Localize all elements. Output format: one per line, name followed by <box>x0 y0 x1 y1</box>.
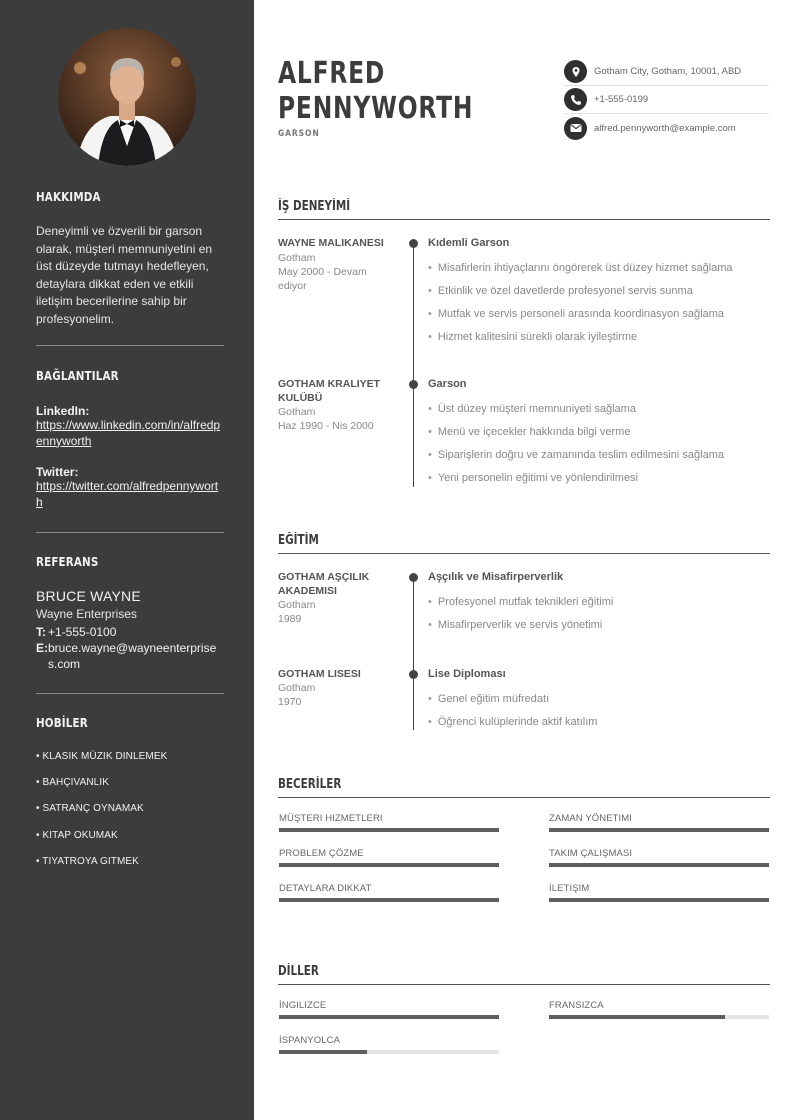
language-bar-fill <box>279 1050 367 1054</box>
section-rule <box>278 219 770 220</box>
experience-bullet: • Misafirlerin ihtiyaçlarını öngörerek üst düzey hizmet sağlama <box>428 262 733 274</box>
language-bar <box>279 1050 499 1054</box>
links-title: BAĞLANTILAR <box>36 369 119 383</box>
reference-title: REFERANS <box>36 555 99 569</box>
linkedin-label: LinkedIn: <box>36 404 90 418</box>
contact-email <box>564 114 769 142</box>
divider <box>36 532 224 533</box>
education-bullet: • Profesyonel mutfak teknikleri eğitimi <box>428 596 613 608</box>
skill-bar-fill <box>549 898 769 902</box>
skill-bar <box>279 898 499 902</box>
education-dates: 1970 <box>278 696 302 708</box>
name-first: ALFRED <box>278 56 386 91</box>
twitter-label: Twitter: <box>36 465 79 479</box>
job-title: GARSON <box>278 129 320 139</box>
skill-label: ZAMAN YÖNETIMI <box>549 813 633 824</box>
name-last: PENNYWORTH <box>278 91 474 126</box>
timeline-line <box>413 243 414 487</box>
language-bar <box>549 1015 769 1019</box>
divider <box>36 345 224 346</box>
hobby-item: • KITAP OKUMAK <box>36 830 118 841</box>
skill-bar-fill <box>279 898 499 902</box>
section-rule <box>278 553 770 554</box>
skill-label: TAKIM ÇALIŞMASI <box>549 848 633 859</box>
reference-phone <box>36 625 226 641</box>
language-label: FRANSIZCA <box>549 1000 604 1011</box>
experience-org: WAYNE MALIKANESI <box>278 237 384 249</box>
language-bar-fill <box>279 1015 499 1019</box>
experience-location: Gotham <box>278 406 316 418</box>
skill-label: PROBLEM ÇÖZME <box>279 848 364 859</box>
hobbies-title: HOBİLER <box>36 716 88 730</box>
skill-label: İLETIŞIM <box>549 883 590 894</box>
divider <box>36 693 224 694</box>
section-rule <box>278 984 770 985</box>
hobby-item: • KLASIK MÜZIK DINLEMEK <box>36 751 168 762</box>
about-text: Deneyimli ve özverili bir garson olarak, müşteri memnuniyetini en üst düzeyde tutmayı hedefleyen, detaylara dikkat eden ve etkili iletişim becerilerine sahip bir profesyonelim. <box>36 224 213 326</box>
contact-address <box>564 58 769 86</box>
skill-bar <box>549 863 769 867</box>
experience-bullet: • Üst düzey müşteri memnuniyeti sağlama <box>428 403 636 415</box>
section-rule <box>278 797 770 798</box>
timeline-dot <box>409 573 418 582</box>
timeline-dot <box>409 380 418 389</box>
education-bullet: • Öğrenci kulüplerinde aktif katılım <box>428 716 597 728</box>
education-title: EĞİTİM <box>278 533 319 548</box>
experience-bullet: • Menü ve içecekler hakkında bilgi verme <box>428 426 630 438</box>
reference-email <box>36 641 226 672</box>
education-org: GOTHAM LISESI <box>278 668 361 680</box>
experience-bullet: • Hizmet kalitesini sürekli olarak iyileştirme <box>428 331 637 343</box>
hobby-item: • BAHÇIVANLIK <box>36 777 109 788</box>
reference-name: BRUCE WAYNE <box>36 588 141 604</box>
education-location: Gotham <box>278 599 316 611</box>
timeline-line <box>413 577 414 730</box>
education-degree: Aşçılık ve Misafirperverlik <box>428 571 564 583</box>
languages-title: DİLLER <box>278 964 319 979</box>
skill-label: MÜŞTERI HIZMETLERI <box>279 813 383 824</box>
experience-bullet: • Mutfak ve servis personeli arasında koordinasyon sağlama <box>428 308 724 320</box>
reference-phone-label: T: <box>36 625 46 639</box>
phone-icon <box>564 88 587 111</box>
reference-company: Wayne Enterprises <box>36 607 137 621</box>
skills-title: BECERİLER <box>278 777 342 792</box>
experience-location: Gotham <box>278 252 316 264</box>
experience-org: GOTHAM KRALIYET KULÜBÜ <box>278 378 381 404</box>
experience-bullet: • Etkinlik ve özel davetlerde profesyonel servis sunma <box>428 285 693 297</box>
experience-dates: May 2000 - Devam ediyor <box>278 266 367 292</box>
envelope-icon <box>564 117 587 140</box>
education-degree: Lise Diploması <box>428 668 506 680</box>
timeline-dot <box>409 670 418 679</box>
hobby-item: • SATRANÇ OYNAMAK <box>36 803 144 814</box>
language-label: İSPANYOLCA <box>279 1035 341 1046</box>
education-bullet: • Misafirperverlik ve servis yönetimi <box>428 619 602 631</box>
linkedin-link[interactable]: https://www.linkedin.com/in/alfredpennyworth <box>36 418 221 448</box>
address-text: Gotham City, Gotham, 10001, ABD <box>594 66 742 77</box>
skill-bar-fill <box>549 828 769 832</box>
email-text[interactable]: alfred.pennyworth@example.com <box>594 122 736 134</box>
reference-phone-value: +1-555-0100 <box>48 625 117 639</box>
reference-email-label: E: <box>36 641 48 655</box>
experience-dates: Haz 1990 - Nis 2000 <box>278 420 374 432</box>
education-dates: 1989 <box>278 613 302 625</box>
experience-title: İŞ DENEYİMİ <box>278 199 351 214</box>
experience-bullet: • Siparişlerin doğru ve zamanında teslim edilmesini sağlama <box>428 449 724 461</box>
skill-bar <box>549 828 769 832</box>
twitter-link[interactable]: https://twitter.com/alfredpennyworth <box>36 479 219 509</box>
experience-role: Kıdemli Garson <box>428 237 510 249</box>
skill-bar <box>279 863 499 867</box>
language-label: İNGILIZCE <box>279 1000 327 1011</box>
about-title: HAKKIMDA <box>36 190 101 204</box>
experience-role: Garson <box>428 378 467 390</box>
language-bar <box>279 1015 499 1019</box>
skill-label: DETAYLARA DIKKAT <box>279 883 372 894</box>
education-bullet: • Genel eğitim müfredatı <box>428 693 549 705</box>
skill-bar <box>549 898 769 902</box>
language-bar-fill <box>549 1015 725 1019</box>
skill-bar-fill <box>279 863 499 867</box>
sidebar <box>0 0 254 1120</box>
hobby-item: • TIYATROYA GITMEK <box>36 856 139 867</box>
contact-phone <box>564 86 769 114</box>
education-org: GOTHAM AŞÇILIK AKADEMISI <box>278 571 370 597</box>
education-location: Gotham <box>278 682 316 694</box>
skill-bar-fill <box>279 828 499 832</box>
phone-text: +1-555-0199 <box>594 94 649 105</box>
timeline-dot <box>409 239 418 248</box>
location-pin-icon <box>564 60 587 83</box>
avatar <box>58 28 196 166</box>
skill-bar-fill <box>549 863 769 867</box>
reference-email-value: bruce.wayne@wayneenterprises.com <box>48 641 217 671</box>
experience-bullet: • Yeni personelin eğitimi ve yönlendirilmesi <box>428 472 638 484</box>
skill-bar <box>279 828 499 832</box>
